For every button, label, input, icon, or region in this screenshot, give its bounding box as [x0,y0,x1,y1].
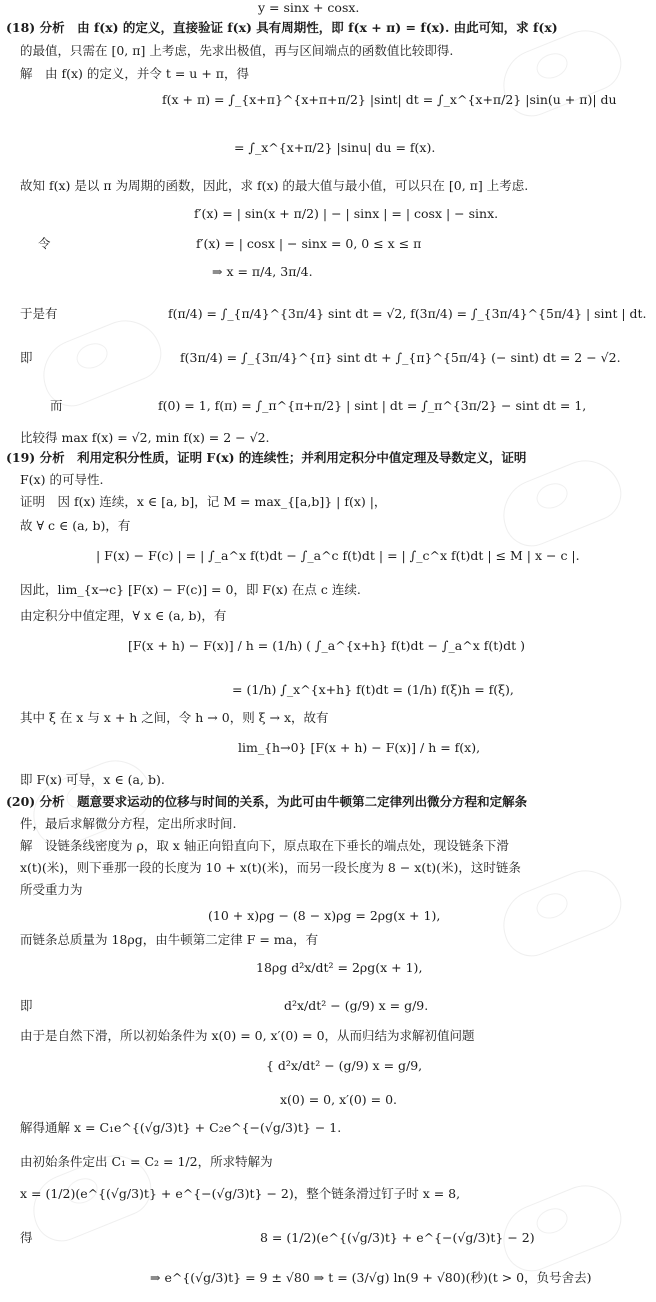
text-line: 由定积分中值定理，∀ x ∈ (a, b)，有 [20,608,227,623]
equation-line: ⇒ x = π/4, 3π/4. [212,264,313,279]
watermark [492,449,629,554]
text-line: 故知 f(x) 是以 π 为周期的函数，因此，求 f(x) 的最大值与最小值，可以只在 [0, π] 上考虑. [20,178,529,193]
text-line: 即 F(x) 可导，x ∈ (a, b). [20,772,165,787]
equation-line: f(3π/4) = ∫_{3π/4}^{π} sint dt + ∫_{π}^{5π/4} (− sint) dt = 2 − √2. [180,350,621,365]
text-line: 比较得 max f(x) = √2, min f(x) = 2 − √2. [20,430,270,445]
equation-line: f(x + π) = ∫_{x+π}^{x+π+π/2} |sint| dt = ∫_x^{x+π/2} |sin(u + π)| du [162,92,617,107]
text-line: 而链条总质量为 18ρg，由牛顿第二定律 F = ma，有 [20,932,319,947]
watermark [492,19,629,124]
text-line: 得 [20,1230,33,1245]
text-line: 解得通解 x = C₁e^{(√g/3)t} + C₂e^{−(√g/3)t} − 1. [20,1120,342,1135]
equation-line: d²x/dt² − (g/9) x = g/9. [284,998,429,1013]
text-line: 因此，lim_{x→c} [F(x) − F(c)] = 0，即 F(x) 在点 c 连续. [20,582,361,597]
equation-line: y = sinx + cosx. [258,0,360,15]
text-line: 令 [38,236,51,251]
problem-18-analysis: (18) 分析 由 f(x) 的定义，直接验证 f(x) 具有周期性，即 f(x + π) = f(x). 由此可知，求 f(x) [6,20,558,35]
equation-line: f′(x) = | cosx | − sinx = 0, 0 ≤ x ≤ π [196,236,422,251]
text-line: 即 [20,350,33,365]
equation-line: { d²x/dt² − (g/9) x = g/9, [266,1058,423,1073]
text-line: 于是有 [20,306,58,321]
text-line: 由于是自然下滑，所以初始条件为 x(0) = 0, x′(0) = 0，从而归结为求解初值问题 [20,1028,475,1043]
text-line: 即 [20,998,33,1013]
problem-20-analysis: (20) 分析 题意要求运动的位移与时间的关系，为此可由牛顿第二定律列出微分方程和定解条 [6,794,528,809]
equation-line: x(0) = 0, x′(0) = 0. [280,1092,398,1107]
text-line: 故 ∀ c ∈ (a, b)，有 [20,518,131,533]
solution-heading: 解 由 f(x) 的定义，并令 t = u + π，得 [20,66,249,81]
equation-line: (10 + x)ρg − (8 − x)ρg = 2ρg(x + 1), [208,908,441,923]
problem-19-analysis: (19) 分析 利用定积分性质，证明 F(x) 的连续性；并利用定积分中值定理及导数定义，证明 [6,450,527,465]
equation-line: f′(x) = | sin(x + π/2) | − | sinx | = | cosx | − sinx. [194,206,499,221]
text-line: 的最值，只需在 [0, π] 上考虑，先求出极值，再与区间端点的函数值比较即得. [20,43,454,58]
equation-line: f(0) = 1, f(π) = ∫_π^{π+π/2} | sint | dt = ∫_π^{3π/2} − sint dt = 1, [158,398,587,413]
equation-line: f(π/4) = ∫_{π/4}^{3π/4} sint dt = √2, f(3π/4) = ∫_{3π/4}^{5π/4} | sint | dt. [168,306,647,321]
equation-line: lim_{h→0} [F(x + h) − F(x)] / h = f(x), [238,740,481,755]
text-line: 所受重力为 [20,882,83,897]
text-line: 其中 ξ 在 x 与 x + h 之间，令 h → 0，则 ξ → x，故有 [20,710,329,725]
text-line: x = (1/2)(e^{(√g/3)t} + e^{−(√g/3)t} − 2)，整个链条滑过钉子时 x = 8, [20,1186,461,1201]
equation-line: 8 = (1/2)(e^{(√g/3)t} + e^{−(√g/3)t} − 2) [260,1230,535,1245]
proof-heading: 证明 因 f(x) 连续，x ∈ [a, b]，记 M = max_{[a,b]} | f(x) |， [20,494,387,509]
text-line: F(x) 的可导性. [20,472,104,487]
equation-line: ⇒ e^{(√g/3)t} = 9 ± √80 ⇒ t = (3/√g) ln(9 + √80)(秒)(t > 0，负号舍去) [150,1270,592,1285]
text-line: x(t)(米)，则下垂那一段的长度为 10 + x(t)(米)，而另一段长度为 8 − x(t)(米)，这时链条 [20,860,521,875]
equation-line: 18ρg d²x/dt² = 2ρg(x + 1), [256,960,423,975]
text-line: 由初始条件定出 C₁ = C₂ = 1/2，所求特解为 [20,1154,273,1169]
equation-line: [F(x + h) − F(x)] / h = (1/h) ( ∫_a^{x+h} f(t)dt − ∫_a^x f(t)dt ) [128,638,525,653]
equation-line: | F(x) − F(c) | = | ∫_a^x f(t)dt − ∫_a^c f(t)dt | = | ∫_c^x f(t)dt | ≤ M | x − c |. [96,548,580,563]
equation-line: = ∫_x^{x+π/2} |sinu| du = f(x). [234,140,436,155]
watermark [492,859,629,964]
text-line: 而 [50,398,63,413]
solution-heading: 解 设链条线密度为 ρ，取 x 轴正向铅直向下，原点取在下垂长的端点处，现设链条下滑 [20,838,509,853]
text-line: 件，最后求解微分方程，定出所求时间. [20,816,237,831]
equation-line: = (1/h) ∫_x^{x+h} f(t)dt = (1/h) f(ξ)h = f(ξ), [232,682,514,697]
watermark [492,1174,629,1279]
